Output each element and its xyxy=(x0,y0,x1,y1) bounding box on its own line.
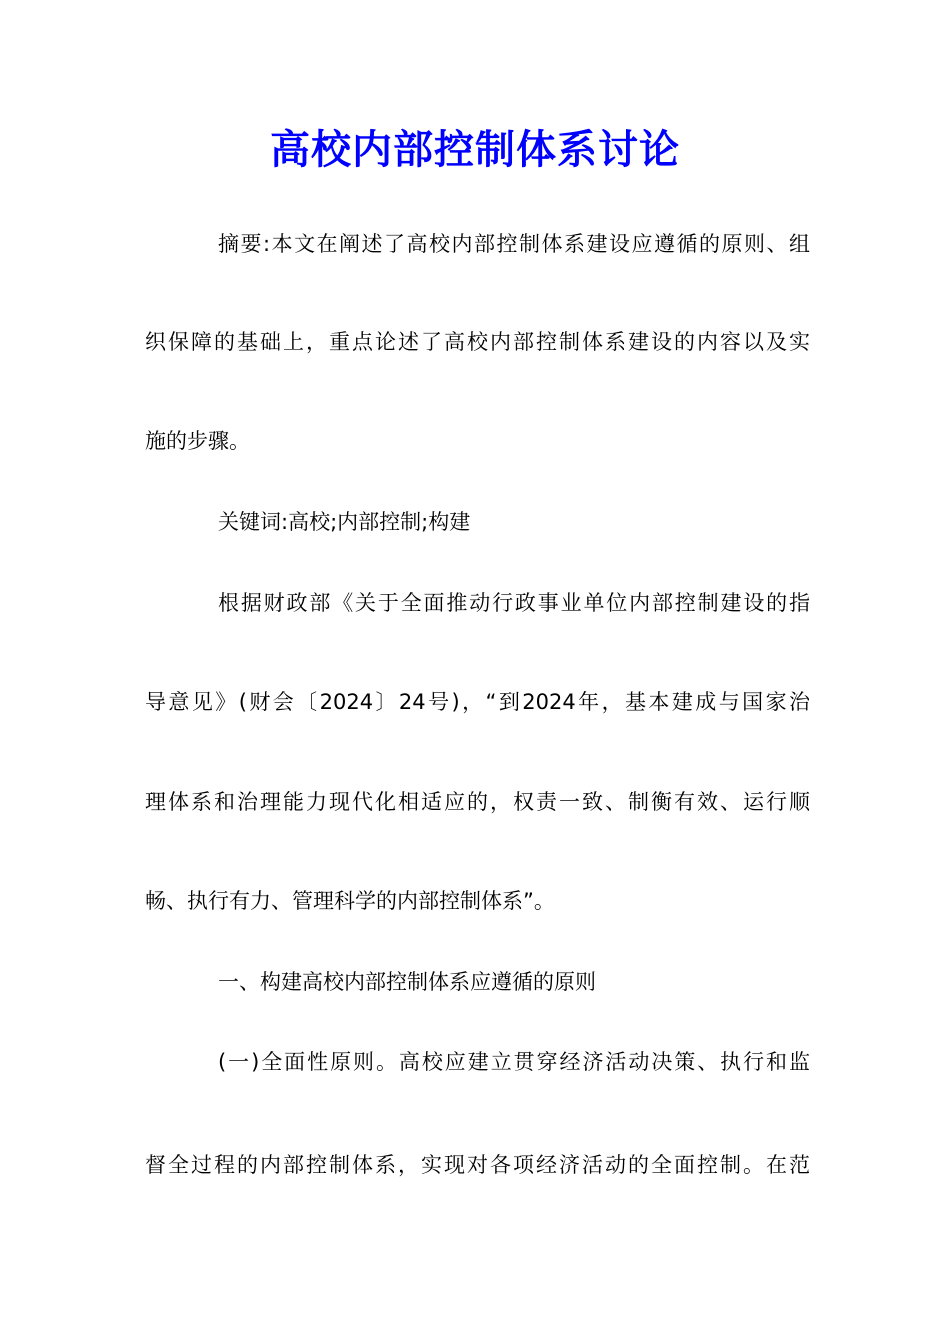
paragraph-line-2: 导意见》(财会〔2024〕24号)，“到2024年，基本建成与国家治 xyxy=(145,690,810,714)
document-title: 高校内部控制体系讨论 xyxy=(270,126,680,173)
abstract-line-2: 织保障的基础上，重点论述了高校内部控制体系建设的内容以及实 xyxy=(145,330,810,354)
keywords-line: 关键词:高校;内部控制;构建 xyxy=(218,510,471,534)
abstract-line-1: 摘要:本文在阐述了高校内部控制体系建设应遵循的原则、组 xyxy=(218,232,810,256)
principle-line-1: (一)全面性原则。高校应建立贯穿经济活动决策、执行和监 xyxy=(218,1050,810,1074)
paragraph-line-4: 畅、执行有力、管理科学的内部控制体系”。 xyxy=(145,889,555,913)
paragraph-line-3: 理体系和治理能力现代化相适应的，权责一致、制衡有效、运行顺 xyxy=(145,790,810,814)
section-heading: 一、构建高校内部控制体系应遵循的原则 xyxy=(218,970,596,994)
abstract-line-3: 施的步骤。 xyxy=(145,429,250,453)
paragraph-line-1: 根据财政部《关于全面推动行政事业单位内部控制建设的指 xyxy=(218,591,810,615)
principle-line-2: 督全过程的内部控制体系，实现对各项经济活动的全面控制。在范 xyxy=(145,1153,810,1177)
